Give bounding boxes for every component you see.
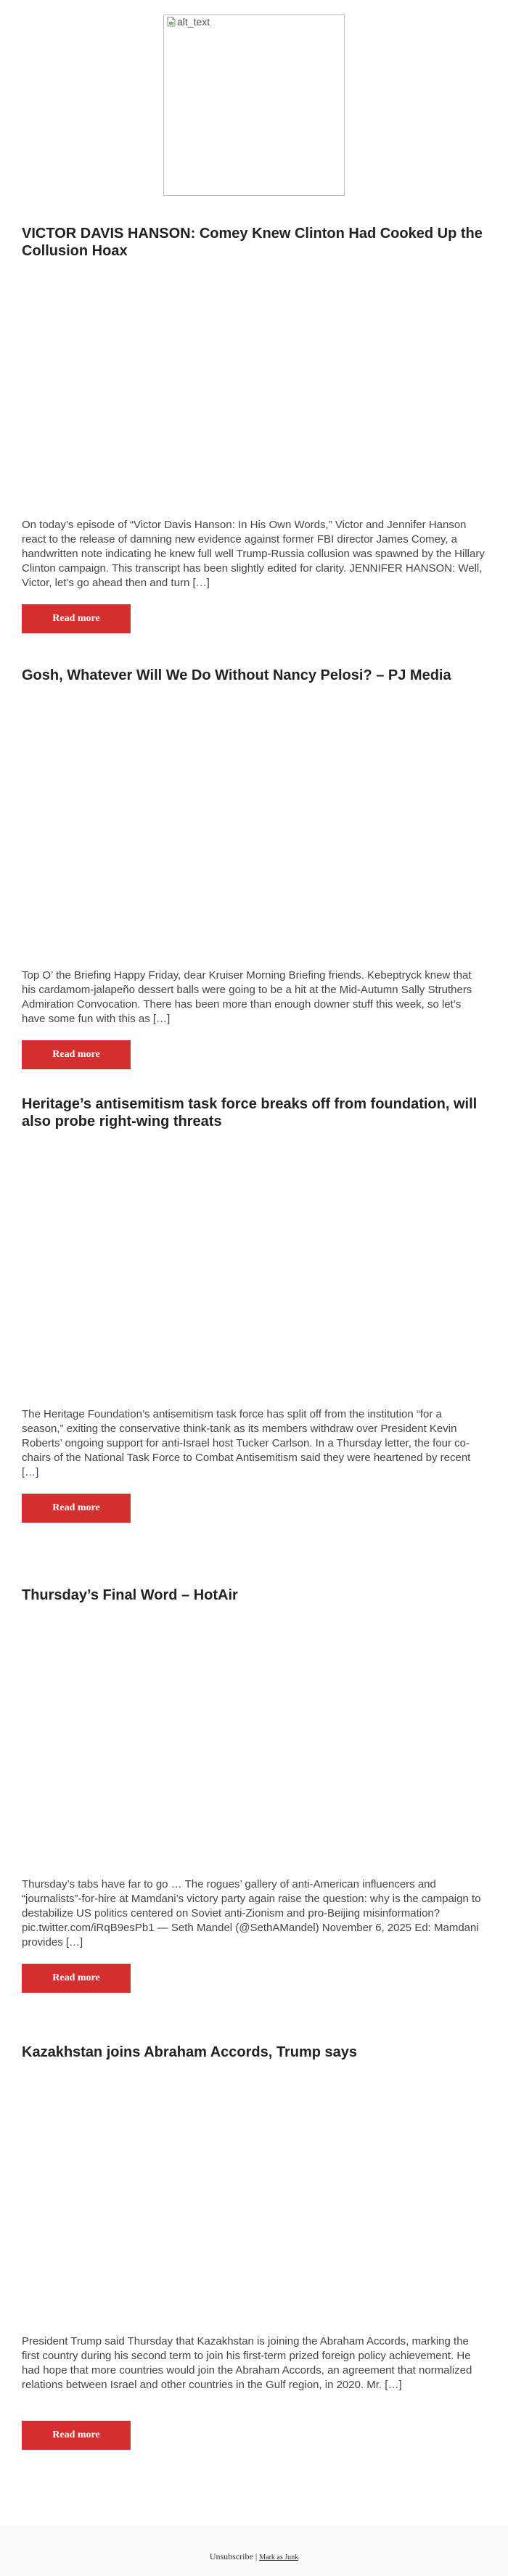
article-excerpt: The Heritage Foundation’s antisemitism task force has split off from the institution “for a season,” exiting the conservative think-tank as its members withdraw over President Kevin Roberts’ ongoing support for anti-Israel host Tucker Carlson. In a Thursday letter, the four co-chairs of the National Task Force to Combat Antisemitism said they were heartened by recent […] [22, 1408, 471, 1478]
unsubscribe-label[interactable]: Unsubscribe [209, 2551, 253, 2561]
article-image[interactable] [22, 267, 486, 521]
article-image[interactable] [22, 2068, 486, 2337]
article-image[interactable] [22, 1137, 486, 1406]
read-more-button[interactable]: Read more [22, 1040, 131, 1069]
article-2 [22, 667, 486, 1116]
footer [0, 2525, 508, 2576]
article-5 [22, 2044, 486, 2508]
article-title[interactable]: VICTOR DAVIS HANSON: Comey Knew Clinton Had Cooked Up the Collusion Hoax [22, 226, 483, 259]
article-image[interactable] [22, 691, 486, 967]
article-excerpt: Top O’ the Briefing Happy Friday, dear Kruiser Morning Briefing friends. Kebeptryck knew that his cardamom-jalapeño dessert balls were going to be a hit at the Mid-Autumn Sally Struthers Admiration Convocation. There has been more than enough downer stuff this week, so let’s have some fun with this as […] [22, 969, 472, 1025]
article-excerpt: President Trump said Thursday that Kazakhstan is joining the Abraham Accords, marking the first country during his second term to join his first-term prized foreign policy achievement. He had hope that more countries would join the Abraham Accords, an agreement that normalized relations between Israel and other countries in the Gulf region, in 2020. Mr. […] [22, 2335, 472, 2391]
footer-separator: | [255, 2551, 258, 2561]
read-more-button[interactable]: Read more [22, 1494, 131, 1523]
article-excerpt: Thursday’s tabs have far to go … The rogues’ gallery of anti-American influencers and “journalists”-for-hire at Mamdani’s victory party again raise the question: why is the campaign to destabilize US politics centered on Soviet anti-Zionism and pro-Beijing misinformation? pic.twitter.com/iRqB9esPb1 — Seth Mandel (@SethAMandel) November 6, 2025 Ed: Mamdani provides […] [22, 1878, 481, 1949]
read-more-button[interactable]: Read more [22, 2421, 131, 2450]
logo-alt-text [167, 16, 210, 28]
logo-alt-label: alt_text [177, 16, 210, 28]
article-title[interactable]: Thursday’s Final Word – HotAir [22, 1587, 238, 1603]
read-more-button[interactable]: Read more [22, 1964, 131, 1993]
article-excerpt: On today’s episode of “Victor Davis Hanson: In His Own Words,” Victor and Jennifer Hanson react to the release of damning new evidence against former FBI director James Comey, a handwritten note indicating he knew full well Trump-Russia collusion was spawned by the Hillary Clinton campaign. This transcript has been slightly edited for clarity. JENNIFER HANSON: Well, Victor, let’s go ahead then and turn […] [22, 519, 485, 589]
footer-links [0, 2551, 508, 2562]
article-title[interactable]: Gosh, Whatever Will We Do Without Nancy Pelosi? – PJ Media [22, 667, 451, 683]
article-image[interactable] [22, 1611, 486, 1880]
article-4 [22, 1587, 486, 2051]
broken-image-icon [167, 17, 176, 27]
article-3 [22, 1095, 486, 1574]
article-title[interactable]: Kazakhstan joins Abraham Accords, Trump says [22, 2044, 358, 2060]
logo-image [163, 15, 345, 196]
article-title[interactable]: Heritage’s antisemitism task force breaks off from foundation, will also probe right-wing threats [22, 1096, 478, 1129]
read-more-button[interactable]: Read more [22, 604, 131, 633]
mark-as-junk-link[interactable]: Mark as Junk [259, 2554, 299, 2561]
article-1 [22, 225, 486, 675]
